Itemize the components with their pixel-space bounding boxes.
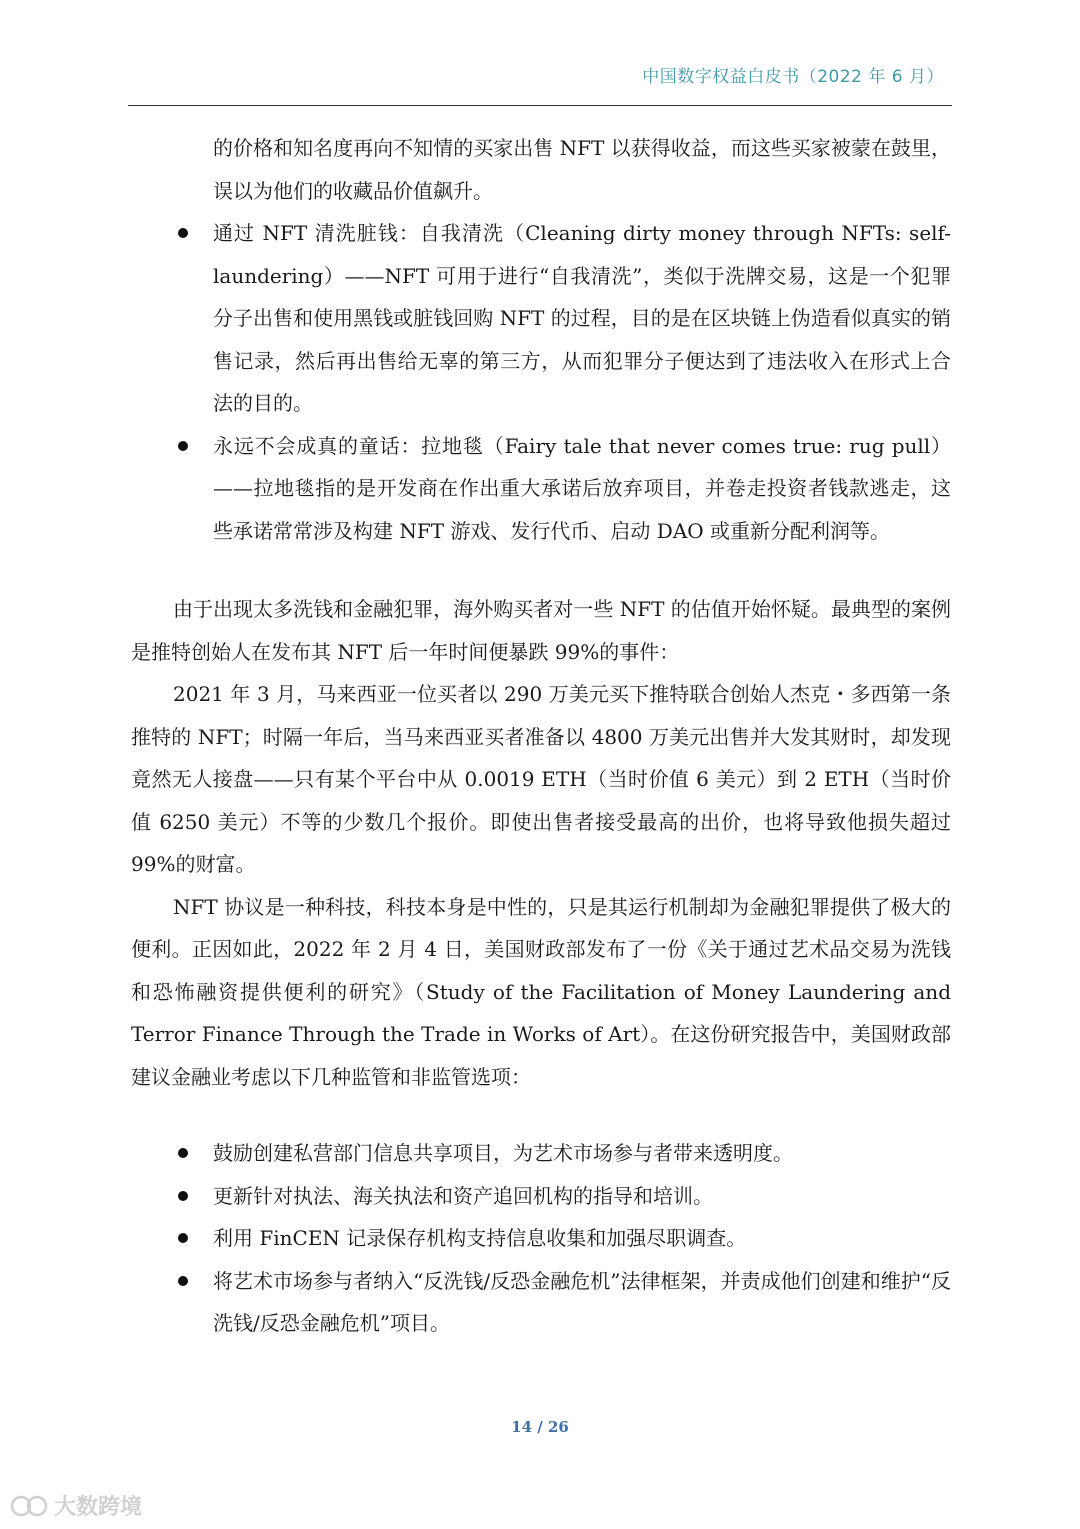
continuation-paragraph: 的价格和知名度再向不知情的买家出售 NFT 以获得收益，而这些买家被蒙在鼓里，误以为他们的收藏品价值飙升。 — [213, 136, 951, 203]
header-divider — [128, 105, 952, 106]
list-item: 通过 NFT 清洗脏钱：自我清洗（Cleaning dirty money through NFTs: self-laundering）——NFT 可用于进行“自我清洗”，类似于洗牌交易，这是一个犯罪分子出售和使用黑钱或脏钱回购 NFT 的过程，目的是在区块链上伪造看似真实的销售记录，然后再出售给无辜的第三方，从而犯罪分子便达到了违法收入在形式上合法的目的。 — [131, 212, 951, 425]
page-number: 14 / 26 — [511, 1418, 569, 1436]
watermark-text: 大数跨境 — [54, 1495, 143, 1520]
body-paragraph: 由于出现太多洗钱和金融犯罪，海外购买者对一些 NFT 的估值开始怀疑。最典型的案例是推特创始人在发布其 NFT 后一年时间便暴跌 99%的事件： — [131, 597, 951, 664]
list-item: 利用 FinCEN 记录保存机构支持信息收集和加强尽职调查。 — [131, 1217, 951, 1260]
document-title: 中国数字权益白皮书（2022 年 6 月） — [642, 67, 944, 87]
list-item: 鼓励创建私营部门信息共享项目，为艺术市场参与者带来透明度。 — [131, 1132, 951, 1175]
watermark — [10, 1490, 142, 1521]
bullet-list-top — [131, 212, 951, 552]
bullet-list-bottom — [131, 1132, 951, 1345]
body-paragraph: 2021 年 3 月，马来西亚一位买者以 290 万美元买下推特联合创始人杰克・多西第一条推特的 NFT；时隔一年后，当马来西亚买者准备以 4800 万美元出售并大发其财时，却发现竟然无人接盘——只有某个平台中从 0.0019 ETH（当时价值 6 美元）到 2 ETH（当时价值 6250 美元）不等的少数几个报价。即使出售者接受最高的出价，也将导致他损失超过 99%的财富。 — [131, 682, 951, 876]
body-paragraph: NFT 协议是一种科技，科技本身是中性的，只是其运行机制却为金融犯罪提供了极大的便利。正因如此，2022 年 2 月 4 日，美国财政部发布了一份《关于通过艺术品交易为洗钱和恐怖融资提供便利的研究》（Study of the Facilitation of Money Laundering and Terror Finance Through the Trade in Works of Art）。在这份研究报告中，美国财政部建议金融业考虑以下几种监管和非监管选项： — [131, 894, 951, 1089]
list-item: 永远不会成真的童话：拉地毯（Fairy tale that never comes true: rug pull）——拉地毯指的是开发商在作出重大承诺后放弃项目，并卷走投资者钱款逃走，这些承诺常常涉及构建 NFT 游戏、发行代币、启动 DAO 或重新分配利润等。 — [131, 425, 951, 553]
watermark-logo-icon — [10, 1493, 50, 1519]
list-item: 将艺术市场参与者纳入“反洗钱/反恐金融危机”法律框架，并责成他们创建和维护“反洗钱/反恐金融危机”项目。 — [131, 1260, 951, 1345]
page-content — [131, 127, 951, 1345]
list-item: 更新针对执法、海关执法和资产追回机构的指导和培训。 — [131, 1175, 951, 1218]
